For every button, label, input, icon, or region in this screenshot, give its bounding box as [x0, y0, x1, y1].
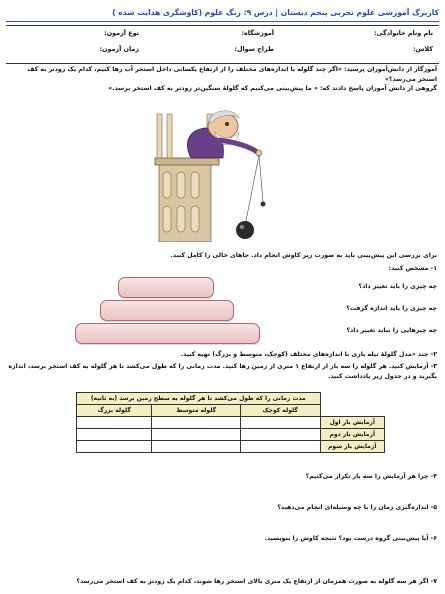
table-cell[interactable] — [77, 441, 152, 453]
table-corner-2 — [320, 405, 385, 417]
intro-line-1: آموزگار از دانش‌آموزان پرسید: «اگر چند گلوله با اندازه‌های مختلف را از ارتفاع یکسانی داخل استخر آب رها کنیم، کدام یک زودتر به کف — [27, 66, 437, 73]
intro-line-2: استخر می‌رسد؟» — [384, 75, 437, 83]
student-info-box — [6, 25, 439, 64]
table-cell[interactable] — [240, 441, 320, 453]
q3-text — [7, 362, 437, 381]
page-header: کاربرگ آموزشی علوم تجربی پنجم دبستان | درس ۹: زنگ علوم (کاوشگری هدایت شده ) — [6, 5, 439, 22]
answer-box-change[interactable] — [118, 277, 214, 298]
table-cell[interactable] — [240, 429, 320, 441]
table-cell[interactable] — [77, 417, 152, 429]
table-cell[interactable] — [152, 429, 241, 441]
answer-box-measure[interactable] — [100, 300, 234, 321]
table-corner — [320, 393, 385, 405]
col-small: گلوله کوچک — [240, 405, 320, 417]
q1-a: چه چیزی را باید تغییر داد؟ — [358, 283, 437, 290]
name-label: نام ونام خانوادگی: — [373, 29, 433, 37]
table-cell[interactable] — [240, 417, 320, 429]
intro-line-3: گروهی از دانش آموزان پاسخ دادند که: « ما پیش‌بینی می‌کنیم که گلولهٔ سنگین‌تر زودتر به کف استخر برسد.» — [108, 85, 437, 92]
q3-line-2: بگیرید و در جدول زیر یادداشت کنید. — [327, 372, 437, 380]
results-table — [76, 392, 385, 453]
instruction-text: برای بررسی این پیش‌بینی باید به صورت زیر کاوش انجام داد. جاهای خالی را کامل کنید. — [170, 252, 437, 259]
table-cell[interactable] — [152, 417, 241, 429]
q1-c: چه چیزهایی را نباید تغییر داد؟ — [346, 327, 437, 334]
table-row — [77, 417, 385, 429]
q7-text: ۷- اگر هر سه گلوله به صورت همزمان از ارتفاع یک متری بالای استخر رها شوند، کدام یک زودتر به کف استخر می‌رسد؟ — [76, 578, 437, 585]
exam-type-label: نوع آزمون: — [104, 29, 139, 37]
answer-box-constant[interactable] — [75, 323, 260, 344]
designer-label: طراح سوال: — [234, 45, 274, 53]
q6-text: ۶- آیا پیش‌بینی گروه درست بود؟ نتیجه کاوش را بنویسید. — [264, 535, 437, 542]
col-medium: گلوله متوسط — [152, 405, 241, 417]
q5-text: ۵- اندازه‌گیری زمان را با چه وسیله‌ای انجام می‌دهید؟ — [277, 504, 437, 511]
col-large: گلوله بزرگ — [77, 405, 152, 417]
table-header: مدت زمانی را که طول می‌کشد تا هر گلوله به سطح زمین برسد (به ثانیه) — [77, 393, 321, 405]
q1-b: چه چیزی را باید اندازه گرفت؟ — [346, 305, 437, 312]
q4-text: ۴- چرا هر آزمایش را سه بار تکرار می‌کنیم؟ — [305, 473, 437, 480]
class-label: کلاس: — [413, 45, 433, 53]
q1-title: ۱- مشخص کنید: — [388, 265, 437, 272]
table-row — [77, 441, 385, 453]
galileo-tower-illustration — [153, 106, 279, 242]
table-row — [77, 429, 385, 441]
q3-line-1: ۳- آزمایش کنید. هر گلوله را سه بار از ارتفاع ۱ متری از زمین رها کنید. مدت زمانی را که طول می‌کشد تا هر گلوله به کف استخر برسد، اندازه — [8, 363, 437, 370]
intro-text — [7, 65, 437, 94]
table-cell[interactable] — [77, 429, 152, 441]
exam-time-label: زمان آزمون: — [99, 45, 139, 53]
row-label-1: آزمایش بار اول — [320, 417, 385, 429]
q2-text: ۲- چند «مدل گلولهٔ تیله بازی با اندازه‌های مختلف (کوچک، متوسط و بزرگ) تهیه کنید. — [180, 351, 437, 358]
table-cell[interactable] — [152, 441, 241, 453]
row-label-2: آزمایش بار دوم — [320, 429, 385, 441]
school-label: آموزشگاه: — [241, 29, 274, 37]
row-label-3: آزمایش بار سوم — [320, 441, 385, 453]
